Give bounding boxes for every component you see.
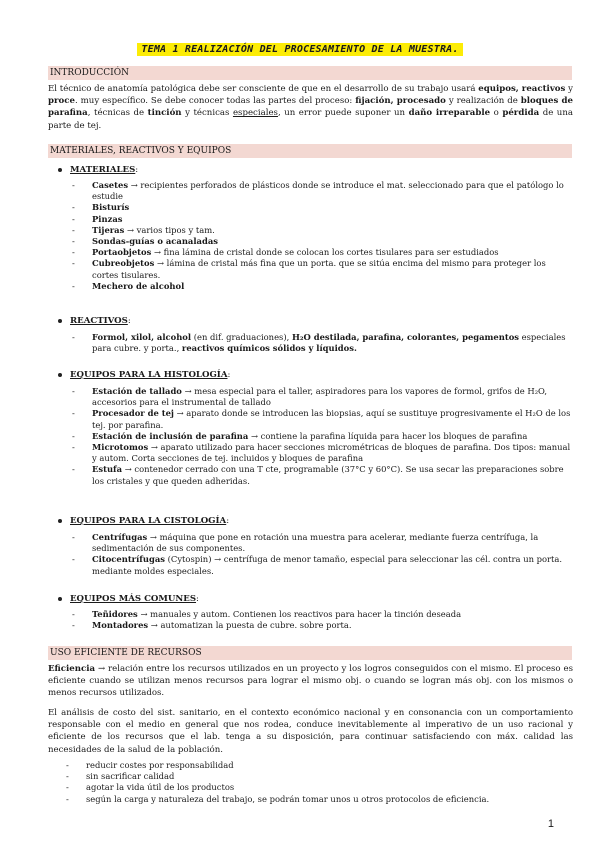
- bullet-citologia: EQUIPOS PARA LA CISTOLOGÍA:: [58, 515, 229, 527]
- list-item: - Cubreobjetos → lámina de cristal más fina que un porta. que se sitúa encima del mismo para proteger los cortes tisulares.: [72, 258, 546, 280]
- uso-list: [66, 760, 566, 805]
- bullet-dot: [58, 373, 62, 377]
- bullet-reactivos: REACTIVOS:: [58, 315, 131, 327]
- list-item: - según la carga y naturaleza del trabajo, se podrán tomar unos u otros protocolos de eficiencia.: [66, 793, 490, 804]
- section-heading-introduccion: INTRODUCCIÓN: [48, 66, 572, 80]
- list-item: - Estufa → contenedor cerrado con una T cte, programable (37°C y 60°C). Se usa secar las preparaciones sobre los cristales y que queden adheridas.: [72, 464, 564, 486]
- list-item: - Casetes → recipientes perforados de plásticos donde se introduce el mat. seleccionado para que el patólogo lo estudie: [72, 180, 564, 202]
- list-item: - Bisturís: [72, 202, 130, 213]
- uso-paragraph-2: El análisis de costo del sist. sanitario, en el contexto económico nacional y en consonancia con un comportamiento responsable con el medio en general que nos rodea, conduce inevitablemente al imperativo de un uso racional y eficiente de los recursos que el lab. tenga a su disposición, para continuar satisfaciendo con máx. calidad las necesidades de la salud de la población.: [48, 708, 573, 755]
- intro-paragraph: El técnico de anatomía patológica debe ser consciente de que en el desarrollo de su trabajo usará equipos, reactivos y proce. muy específico. Se debe conocer todas las partes del proceso: fijación, procesado y realización de bloques de parafina, técnicas de tinción y técnicas especiales, un error puede suponer un daño irreparable o pérdida de una parte de tej.: [48, 84, 573, 131]
- title-wrap: [0, 37, 600, 56]
- bullet-dot: [58, 519, 62, 523]
- comunes-list: [72, 609, 572, 631]
- list-item: - Portaobjetos → fina lámina de cristal donde se colocan los cortes tisulares para ser estudiados: [72, 247, 499, 258]
- section-heading-materiales: MATERIALES, REACTIVOS Y EQUIPOS: [48, 144, 572, 158]
- page-number: 1: [547, 818, 554, 830]
- citologia-list: [72, 532, 572, 577]
- list-item: - reducir costes por responsabilidad: [66, 760, 234, 770]
- list-item: - Centrífugas → máquina que pone en rotación una muestra para acelerar, mediante fuerza centrífuga, la sedimentación de sus componentes.: [72, 532, 539, 554]
- bullet-materiales: MATERIALES:: [58, 164, 138, 176]
- list-item: - Tijeras → varios tipos y tam.: [72, 224, 215, 235]
- list-item: - Microtomos → aparato utilizado para hacer secciones micrométricas de bloques de parafina. Dos tipos: manual y autom. Corta secciones de tej. incluidos y bloques de parafina: [72, 442, 571, 464]
- bullet-comunes: EQUIPOS MÁS COMUNES:: [58, 593, 199, 605]
- list-item: - Mechero de alcohol: [72, 280, 185, 291]
- page-title: TEMA 1 REALIZACIÓN DEL PROCESAMIENTO DE LA MUESTRA.: [137, 43, 462, 56]
- bullet-dot: [58, 597, 62, 601]
- bullet-dot: [58, 319, 62, 323]
- list-item: - Teñidores → manuales y autom. Contienen los reactivos para hacer la tinción deseada: [72, 609, 462, 619]
- list-item: - Montadores → automatizan la puesta de cubre. sobre porta.: [72, 620, 352, 631]
- list-item: - Formol, xilol, alcohol (en dif. graduaciones), H₂O destilada, parafina, colorantes, pegamentos especiales para cubre. y porta., reactivos químicos sólidos y líquidos.: [72, 332, 566, 354]
- uso-paragraph-1: Eficiencia → relación entre los recursos utilizados en un proyecto y los logros conseguidos con el mismo. El proceso es eficiente cuando se utilizan menos recursos para lograr el mismo obj. o cuando se logran más obj. con los mismos o menos recursos utilizados.: [48, 664, 573, 699]
- list-item: - Pinzas: [72, 213, 123, 224]
- histologia-list: [72, 386, 572, 487]
- list-item: - Sondas-guías o acanaladas: [72, 236, 218, 247]
- list-item: - Estación de tallado → mesa especial para el taller, aspiradores para los vapores de formol, grifos de H₂O, accesorios para el instrumental de tallado: [72, 386, 548, 408]
- list-item: - Estación de inclusión de parafina → contiene la parafina líquida para hacer los bloques de parafina: [72, 430, 528, 441]
- list-item: - Citocentrífugas (Cytospin) → centrífuga de menor tamaño, especial para seleccionar las cél. contra un porta. mediante moldes especiales.: [72, 554, 563, 576]
- list-item: - sin sacrificar calidad: [66, 771, 175, 782]
- bullet-histologia: EQUIPOS PARA LA HISTOLOGÍA:: [58, 369, 230, 381]
- list-item: - agotar la vida útil de los productos: [66, 782, 235, 793]
- section-heading-uso-eficiente: USO EFICIENTE DE RECURSOS: [48, 646, 572, 660]
- reactivos-list: [72, 332, 572, 354]
- list-item: - Procesador de tej → aparato donde se introducen las biopsias, aquí se sustituye progresivamente el H₂O de los tej. por parafina.: [72, 408, 571, 430]
- materiales-list: [72, 180, 572, 292]
- bullet-dot: [58, 168, 62, 172]
